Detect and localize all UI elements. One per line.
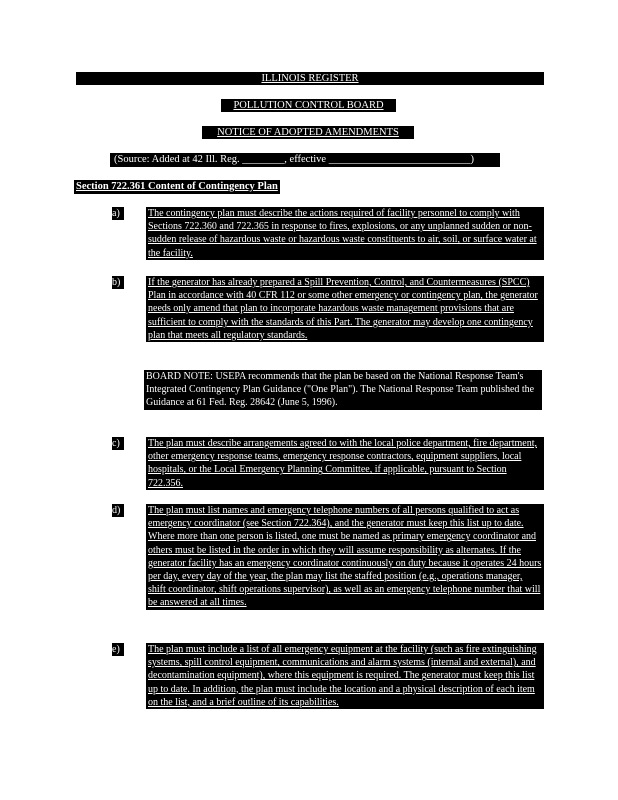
paragraph-b [112, 276, 546, 356]
paragraph-text: The plan must include a list of all emergency equipment at the facility (such as fire extinguishing systems, spill control equipment, communications and alarm systems (internal and external), and decontamination equipment), where this equipment is required. The generator must keep this list up to date. In addition, the plan must include the location and a physical description of each item on the list, and a brief outline of its capabilities. [146, 643, 544, 709]
board-name: POLLUTION CONTROL BOARD [221, 99, 396, 112]
paragraph-c [112, 437, 546, 495]
paragraph-marker: c) [112, 437, 124, 450]
paragraph-d [112, 504, 546, 630]
paragraph-marker: e) [112, 643, 124, 656]
paragraph-a [112, 207, 546, 265]
paragraph-text: The plan must describe arrangements agreed to with the local police department, fire department, other emergency response teams, emergency response contractors, equipment suppliers, local hospitals, or the Local Emergency Planning Committee, if applicable, pursuant to Section 722.356. [146, 437, 544, 490]
notice-title: NOTICE OF ADOPTED AMENDMENTS [202, 126, 414, 139]
register-title: ILLINOIS REGISTER [76, 72, 544, 85]
paragraph-text: If the generator has already prepared a Spill Prevention, Control, and Countermeasures (SPCC) Plan in accordance with 40 CFR 112 or some other emergency or contingency plan, the generator needs only amend that plan to incorporate hazardous waste management provisions that are sufficient to comply with the standards of this Part. The generator may develop one contingency plan that meets all regulatory standards. [146, 276, 544, 342]
paragraph-marker: a) [112, 207, 124, 220]
section-heading: Section 722.361 Content of Contingency Plan [76, 181, 278, 192]
paragraph-marker: d) [112, 504, 124, 517]
board-note: BOARD NOTE: USEPA recommends that the plan be based on the National Response Team's Integrated Contingency Plan Guidance ("One Plan"). The National Response Team published the Guidance at 61 Fed. Reg. 28642 (June 5, 1996). [144, 370, 542, 410]
source-line: (Source: Added at 42 Ill. Reg. ________, effective ___________________________) [110, 153, 500, 167]
paragraph-text: The plan must list names and emergency telephone numbers of all persons qualified to act as emergency coordinator (see Section 722.364), and the generator must keep this list up to date. Where more than one person is listed, one must be named as primary emergency coordinator and others must be listed in the order in which they will assume responsibility as alternates. If the generator facility has an emergency coordinator continuously on duty because it operates 24 hours per day, every day of the year, the plan may list the staffed position (e.g., operations manager, shift coordinator, shift operations supervisor), as well as an emergency telephone number that will be answered at all times. [146, 504, 544, 610]
paragraph-marker: b) [112, 276, 124, 289]
paragraph-e [112, 643, 546, 727]
paragraph-text: The contingency plan must describe the actions required of facility personnel to comply with Sections 722.360 and 722.365 in response to fires, explosions, or any unplanned sudden or non-sudden release of hazardous waste or hazardous waste constituents to air, soil, or surface water at the facility. [146, 207, 544, 260]
